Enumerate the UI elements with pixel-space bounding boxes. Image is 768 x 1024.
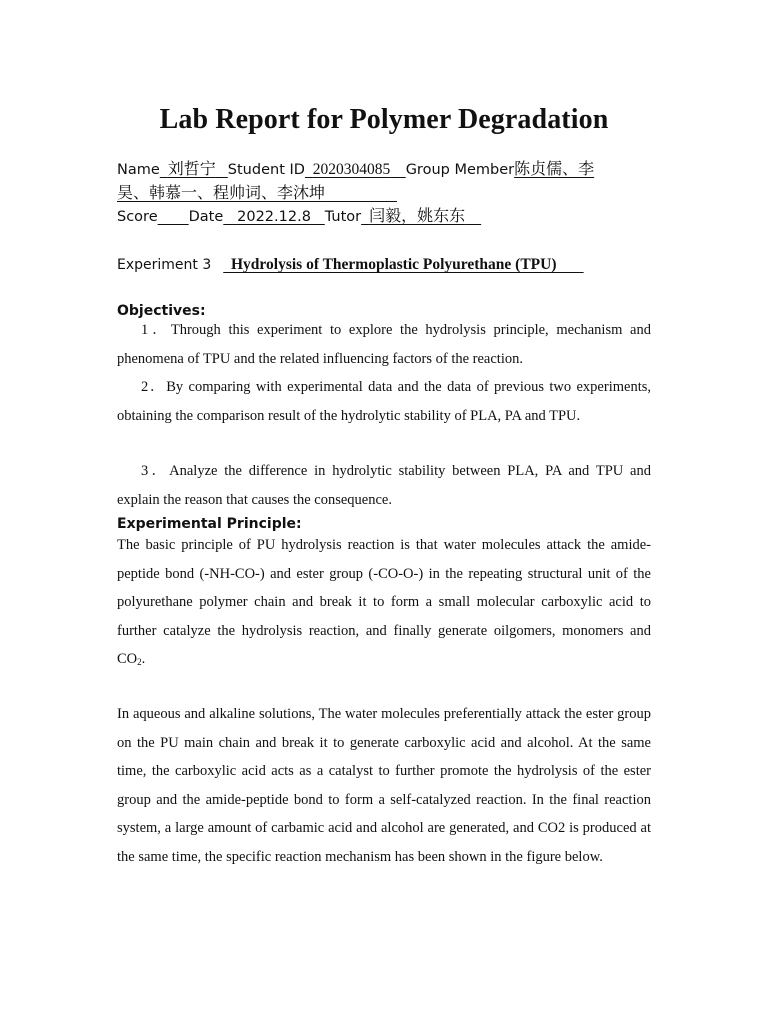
date-label: Date xyxy=(188,209,224,225)
objectives-heading: Objectives: xyxy=(117,303,206,319)
date-value: 2022.12.8 xyxy=(237,209,311,225)
score-label: Score xyxy=(117,209,158,225)
principle-heading: Experimental Principle: xyxy=(117,516,302,532)
tutor-value: 闫毅，姚东东 xyxy=(369,208,466,225)
group-member-value: 陈贞儒、李 昊、韩慕一、程帅词、李沐坤 xyxy=(117,161,595,202)
principle-paragraph-1: The basic principle of PU hydrolysis reaction is that water molecules attack the amide-peptide bond (-NH-CO-) and ester group (-CO-O-) in the repeating structural unit of the polyurethane polymer chain and break it to form a small molecular carboxylic acid to further catalyze the hydrolysis reaction, and finally generate oilgomers, monomers and $CO_2$. xyxy=(117,537,651,667)
experiment-label: Experiment 3 xyxy=(117,257,212,273)
objective-item-3: 3．Analyze the difference in hydrolytic stability between PLA, PA and TPU and explain the reason that causes the consequence. xyxy=(117,463,651,508)
report-title: Lab Report for Polymer Degradation xyxy=(159,104,609,135)
score-date-tutor-row xyxy=(117,206,657,228)
student-info-block xyxy=(117,158,657,206)
tutor-label: Tutor xyxy=(324,209,362,225)
group-member-label: Group Member xyxy=(405,162,515,178)
experiment-title: Hydrolysis of Thermoplastic Polyurethane (TPU) xyxy=(231,256,557,273)
name-label: Name xyxy=(117,162,160,178)
experiment-line xyxy=(117,256,584,274)
student-id-label: Student ID xyxy=(227,162,305,178)
student-id-value: 2020304085 xyxy=(312,161,391,178)
objective-item-1: 1．Through this experiment to explore the hydrolysis principle, mechanism and phenomena of TPU and the related influencing factors of the reaction. xyxy=(117,322,651,367)
co2-subscript: 2 xyxy=(137,657,142,667)
name-value: 刘哲宁 xyxy=(167,161,216,178)
objective-item-2: 2．By comparing with experimental data and the data of previous two experiments, obtaining the comparison result of the hydrolytic stability of PLA, PA and TPU. xyxy=(117,379,651,424)
principle-paragraph-2: In aqueous and alkaline solutions, The water molecules preferentially attack the ester group on the PU main chain and break it to generate carboxylic acid and alcohol. At the same time, the carboxylic acid acts as a catalyst to further promote the hydrolysis of the ester group and the amide-peptide bond to form a self-catalyzed reaction. In the final reaction system, a large amount of carbamic acid and alcohol are generated, and CO2 is produced at the same time, the specific reaction mechanism has been shown in the figure below. xyxy=(117,706,651,865)
score-value xyxy=(158,208,189,225)
